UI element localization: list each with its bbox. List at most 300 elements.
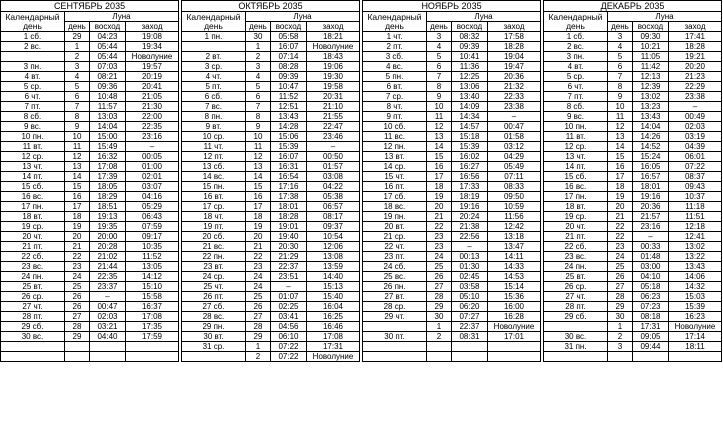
moonrise-cell: 16:57 bbox=[633, 172, 669, 182]
moonset-cell: 14:33 bbox=[488, 262, 541, 272]
day-cell: 30 пт. bbox=[363, 332, 427, 342]
moonset-cell: 08:17 bbox=[307, 212, 360, 222]
day-cell: 29 сб. bbox=[544, 312, 608, 322]
table-row bbox=[182, 42, 360, 52]
table-row bbox=[363, 32, 541, 42]
moonrise-cell: 09:05 bbox=[633, 332, 669, 342]
table-row bbox=[182, 222, 360, 232]
day-cell: 27 чт. bbox=[544, 292, 608, 302]
table-row bbox=[182, 82, 360, 92]
day-cell: 5 пн. bbox=[363, 72, 427, 82]
moonrise-cell: – bbox=[90, 292, 126, 302]
moon-day-cell: 17 bbox=[65, 202, 90, 212]
moonset-cell: 14:12 bbox=[126, 272, 179, 282]
moonset-cell: 05:49 bbox=[488, 162, 541, 172]
day-cell: 3 ср. bbox=[182, 62, 246, 72]
table-row bbox=[363, 242, 541, 252]
moonrise-cell: 13:40 bbox=[452, 92, 488, 102]
day-cell: 8 чт. bbox=[363, 102, 427, 112]
moonrise-cell bbox=[452, 342, 488, 352]
moon-day-cell: 8 bbox=[246, 112, 271, 122]
day-cell bbox=[182, 42, 246, 52]
month-title: СЕНТЯБРЬ 2035 bbox=[1, 1, 179, 12]
moonset-header: заход bbox=[307, 22, 360, 32]
day-cell: 31 ср. bbox=[182, 342, 246, 352]
day-column-header: Календарный день bbox=[363, 12, 427, 32]
moon-day-cell: 28 bbox=[246, 322, 271, 332]
moon-day-header: день bbox=[427, 22, 452, 32]
table-row bbox=[1, 102, 179, 112]
moonset-cell: 14:53 bbox=[488, 272, 541, 282]
moonset-cell: 17:59 bbox=[126, 332, 179, 342]
moon-day-cell: 6 bbox=[246, 92, 271, 102]
moonrise-cell: 04:40 bbox=[90, 332, 126, 342]
moonset-cell: 17:08 bbox=[126, 312, 179, 322]
moonset-cell: 10:35 bbox=[126, 242, 179, 252]
moon-day-cell: 1 bbox=[65, 42, 90, 52]
moonrise-cell: 02:03 bbox=[90, 312, 126, 322]
moonrise-cell: 11:42 bbox=[633, 62, 669, 72]
moon-day-cell: 23 bbox=[427, 232, 452, 242]
moonrise-cell: 14:09 bbox=[452, 102, 488, 112]
moon-day-cell: 16 bbox=[608, 162, 633, 172]
day-cell: 22 чт. bbox=[363, 242, 427, 252]
table-row bbox=[544, 32, 722, 42]
table-row bbox=[182, 112, 360, 122]
day-cell: 11 вс. bbox=[363, 132, 427, 142]
moonset-cell: 21:30 bbox=[126, 102, 179, 112]
moonrise-cell: 07:27 bbox=[452, 312, 488, 322]
table-row bbox=[182, 142, 360, 152]
moonrise-cell: 21:44 bbox=[90, 262, 126, 272]
moonrise-cell: – bbox=[452, 242, 488, 252]
day-cell: 2 вс. bbox=[1, 42, 65, 52]
day-cell: 13 сб. bbox=[182, 162, 246, 172]
moonrise-cell: 19:01 bbox=[271, 222, 307, 232]
table-row bbox=[544, 292, 722, 302]
day-cell: 12 пт. bbox=[182, 152, 246, 162]
moonset-cell: 19:30 bbox=[307, 72, 360, 82]
moon-day-cell: 16 bbox=[246, 192, 271, 202]
moonrise-cell: 04:23 bbox=[90, 32, 126, 42]
day-cell: 16 пт. bbox=[363, 182, 427, 192]
table-row bbox=[544, 212, 722, 222]
moon-day-cell: 27 bbox=[608, 282, 633, 292]
moonrise-header: восход bbox=[271, 22, 307, 32]
moon-day-cell: 22 bbox=[246, 252, 271, 262]
moon-day-header: день bbox=[65, 22, 90, 32]
day-cell: 27 чт. bbox=[1, 302, 65, 312]
moonset-cell: 17:35 bbox=[126, 322, 179, 332]
moonrise-cell: 15:00 bbox=[90, 132, 126, 142]
moonset-cell: 18:11 bbox=[669, 342, 722, 352]
day-cell: 22 сб. bbox=[544, 242, 608, 252]
moon-day-cell: 19 bbox=[608, 192, 633, 202]
day-cell bbox=[363, 322, 427, 332]
moonrise-cell: 06:20 bbox=[452, 302, 488, 312]
moonset-cell: 13:59 bbox=[307, 262, 360, 272]
moonset-cell: 10:59 bbox=[488, 202, 541, 212]
table-row bbox=[363, 262, 541, 272]
day-column-header: Календарный день bbox=[1, 12, 65, 32]
table-row bbox=[363, 42, 541, 52]
day-cell: 19 пн. bbox=[363, 212, 427, 222]
moonset-cell: 11:56 bbox=[488, 212, 541, 222]
moon-day-cell: 3 bbox=[427, 32, 452, 42]
month-table bbox=[0, 0, 178, 443]
moonset-cell: – bbox=[307, 142, 360, 152]
day-cell: 13 чт. bbox=[1, 162, 65, 172]
moonrise-cell: 12:51 bbox=[271, 102, 307, 112]
moonset-cell: 16:00 bbox=[488, 302, 541, 312]
moon-day-cell: 8 bbox=[608, 82, 633, 92]
moonrise-cell: 21:02 bbox=[90, 252, 126, 262]
moonset-cell: Новолуние bbox=[488, 322, 541, 332]
moon-day-cell: 16 bbox=[427, 162, 452, 172]
moonrise-cell: 16:54 bbox=[271, 172, 307, 182]
day-cell: 31 пн. bbox=[544, 342, 608, 352]
moon-day-cell: 12 bbox=[608, 122, 633, 132]
moonrise-header: восход bbox=[452, 22, 488, 32]
day-cell: 20 чт. bbox=[1, 232, 65, 242]
table-row bbox=[363, 102, 541, 112]
moonset-cell: 02:01 bbox=[126, 172, 179, 182]
moonrise-cell: 22:37 bbox=[452, 322, 488, 332]
moon-day-cell: 18 bbox=[246, 212, 271, 222]
moon-day-cell: 1 bbox=[246, 42, 271, 52]
moonrise-header: восход bbox=[90, 22, 126, 32]
table-row bbox=[182, 192, 360, 202]
moonset-cell: 12:42 bbox=[488, 222, 541, 232]
day-cell: 20 вт. bbox=[363, 222, 427, 232]
day-cell: 8 сб. bbox=[1, 112, 65, 122]
moon-day-cell: 24 bbox=[246, 272, 271, 282]
table-row bbox=[182, 32, 360, 42]
moonset-cell bbox=[488, 342, 541, 352]
moonrise-cell: 16:31 bbox=[271, 162, 307, 172]
moonrise-cell: 16:56 bbox=[452, 172, 488, 182]
moonset-cell: 02:03 bbox=[669, 122, 722, 132]
table-row bbox=[182, 202, 360, 212]
moon-day-cell: 6 bbox=[65, 92, 90, 102]
moon-day-cell: 30 bbox=[427, 312, 452, 322]
moonset-cell: 11:52 bbox=[126, 252, 179, 262]
table-row bbox=[363, 152, 541, 162]
day-cell: 4 вс. bbox=[363, 62, 427, 72]
table-row bbox=[182, 302, 360, 312]
moonset-cell: 07:59 bbox=[126, 222, 179, 232]
table-row bbox=[1, 42, 179, 52]
moon-day-cell: 17 bbox=[427, 172, 452, 182]
moonrise-cell: 16:32 bbox=[90, 152, 126, 162]
moonset-cell: 16:46 bbox=[307, 322, 360, 332]
table-row bbox=[182, 122, 360, 132]
table-row bbox=[182, 292, 360, 302]
moonset-cell: 22:33 bbox=[488, 92, 541, 102]
day-cell: 2 пт. bbox=[363, 42, 427, 52]
table-row bbox=[363, 162, 541, 172]
moon-day-cell: 23 bbox=[246, 262, 271, 272]
moonrise-cell: 13:02 bbox=[633, 92, 669, 102]
table-row bbox=[544, 232, 722, 242]
moonrise-cell: 11:57 bbox=[90, 102, 126, 112]
table-row bbox=[363, 82, 541, 92]
moon-day-cell: 30 bbox=[608, 312, 633, 322]
day-cell: 17 ср. bbox=[182, 202, 246, 212]
moonrise-cell: 09:30 bbox=[633, 32, 669, 42]
day-cell: 18 вс. bbox=[363, 202, 427, 212]
moonset-cell: 09:43 bbox=[669, 182, 722, 192]
moon-day-cell: 5 bbox=[427, 52, 452, 62]
day-cell: 1 пн. bbox=[182, 32, 246, 42]
moonset-cell: 16:28 bbox=[488, 312, 541, 322]
moon-day-cell: 24 bbox=[65, 272, 90, 282]
table-row bbox=[182, 162, 360, 172]
moonrise-cell: 11:05 bbox=[633, 52, 669, 62]
table-row bbox=[544, 92, 722, 102]
moonset-cell: 15:58 bbox=[126, 292, 179, 302]
table-row bbox=[544, 152, 722, 162]
day-cell: 4 вт. bbox=[544, 62, 608, 72]
moonset-cell: 12:06 bbox=[307, 242, 360, 252]
table-row bbox=[182, 312, 360, 322]
table-row bbox=[182, 282, 360, 292]
moon-day-cell: 22 bbox=[65, 252, 90, 262]
moonrise-cell: 12:25 bbox=[452, 72, 488, 82]
moonrise-cell: 09:36 bbox=[90, 82, 126, 92]
day-cell: 27 вт. bbox=[363, 292, 427, 302]
moonset-cell: Новолуние bbox=[669, 322, 722, 332]
moonset-cell: 09:50 bbox=[488, 192, 541, 202]
moonrise-cell: 06:23 bbox=[633, 292, 669, 302]
table-row bbox=[544, 72, 722, 82]
table-row bbox=[1, 292, 179, 302]
day-cell bbox=[544, 322, 608, 332]
table-row bbox=[182, 92, 360, 102]
moonrise-cell: 01:30 bbox=[452, 262, 488, 272]
day-cell: 19 ср. bbox=[1, 222, 65, 232]
day-cell: 14 ср. bbox=[363, 162, 427, 172]
moonrise-cell: 22:37 bbox=[271, 262, 307, 272]
day-cell: 9 вс. bbox=[1, 122, 65, 132]
moon-day-cell: 26 bbox=[427, 272, 452, 282]
moonrise-cell: 05:44 bbox=[90, 52, 126, 62]
table-row bbox=[182, 242, 360, 252]
moonrise-cell: 20:28 bbox=[90, 242, 126, 252]
moonset-cell: 19:08 bbox=[126, 32, 179, 42]
day-cell: 12 ср. bbox=[1, 152, 65, 162]
moon-day-cell: 9 bbox=[65, 122, 90, 132]
table-row bbox=[1, 252, 179, 262]
moonrise-cell: 14:52 bbox=[633, 142, 669, 152]
table-row bbox=[544, 172, 722, 182]
moon-day-cell: 18 bbox=[65, 212, 90, 222]
table-row bbox=[1, 282, 179, 292]
day-cell: 3 пн. bbox=[544, 52, 608, 62]
day-cell: 8 пн. bbox=[182, 112, 246, 122]
moon-day-cell: 23 bbox=[65, 262, 90, 272]
table-row bbox=[1, 272, 179, 282]
moonset-cell: 17:41 bbox=[669, 32, 722, 42]
table-row bbox=[1, 62, 179, 72]
table-row bbox=[1, 222, 179, 232]
day-cell bbox=[1, 342, 65, 352]
day-cell: 10 пн. bbox=[1, 132, 65, 142]
table-row bbox=[1, 162, 179, 172]
table-row bbox=[544, 102, 722, 112]
day-cell: 3 пн. bbox=[1, 62, 65, 72]
day-cell: 6 сб. bbox=[182, 92, 246, 102]
day-cell: 21 ср. bbox=[363, 232, 427, 242]
moon-day-cell: 9 bbox=[427, 92, 452, 102]
moon-day-cell: 29 bbox=[427, 302, 452, 312]
moonrise-cell: 14:26 bbox=[633, 132, 669, 142]
table-row bbox=[1, 122, 179, 132]
moonrise-cell: 13:03 bbox=[90, 112, 126, 122]
moonrise-cell: 16:05 bbox=[633, 162, 669, 172]
day-cell: 21 вс. bbox=[182, 242, 246, 252]
moon-day-cell: 28 bbox=[427, 292, 452, 302]
moonset-cell: 19:47 bbox=[488, 62, 541, 72]
day-cell: 6 чт. bbox=[1, 92, 65, 102]
moonset-cell: – bbox=[669, 102, 722, 112]
table-row bbox=[363, 232, 541, 242]
moon-column-header: Луна bbox=[427, 12, 541, 22]
moonset-cell bbox=[126, 352, 179, 362]
moon-day-cell: 22 bbox=[608, 222, 633, 232]
moonrise-cell: 09:39 bbox=[452, 42, 488, 52]
moonrise-cell: 03:21 bbox=[90, 322, 126, 332]
moonset-cell: 08:37 bbox=[669, 172, 722, 182]
day-cell: 9 пт. bbox=[363, 112, 427, 122]
moonset-cell: 19:04 bbox=[488, 52, 541, 62]
moonrise-header: восход bbox=[633, 22, 669, 32]
moonset-cell: 23:16 bbox=[126, 132, 179, 142]
day-cell bbox=[1, 52, 65, 62]
moon-column-header: Луна bbox=[246, 12, 360, 22]
moonset-cell: 13:02 bbox=[669, 242, 722, 252]
moonset-cell: Новолуние bbox=[307, 352, 360, 362]
day-cell: 4 вт. bbox=[1, 72, 65, 82]
moonset-cell: 20:31 bbox=[307, 92, 360, 102]
moonset-cell: 18:28 bbox=[669, 42, 722, 52]
moonset-cell: 21:10 bbox=[307, 102, 360, 112]
day-cell: 23 пт. bbox=[363, 252, 427, 262]
moonrise-cell: 07:03 bbox=[90, 62, 126, 72]
day-cell bbox=[363, 352, 427, 362]
moonrise-cell: 19:40 bbox=[271, 232, 307, 242]
table-row bbox=[182, 352, 360, 362]
moon-day-cell: 8 bbox=[427, 82, 452, 92]
moonset-cell: 03:19 bbox=[669, 132, 722, 142]
moon-day-cell: 22 bbox=[608, 232, 633, 242]
table-row bbox=[182, 252, 360, 262]
moonset-cell: 16:25 bbox=[307, 312, 360, 322]
day-cell: 25 чт. bbox=[182, 282, 246, 292]
moon-day-cell: 24 bbox=[246, 282, 271, 292]
moon-day-cell: 5 bbox=[246, 82, 271, 92]
table-row bbox=[363, 182, 541, 192]
day-cell: 29 пн. bbox=[182, 322, 246, 332]
day-cell: 25 вс. bbox=[363, 272, 427, 282]
moonset-cell: 23:46 bbox=[307, 132, 360, 142]
day-cell: 6 чт. bbox=[544, 82, 608, 92]
day-cell bbox=[182, 352, 246, 362]
moonrise-cell: 06:10 bbox=[271, 332, 307, 342]
moon-day-cell: 11 bbox=[65, 142, 90, 152]
day-cell: 28 ср. bbox=[363, 302, 427, 312]
moonrise-cell: 22:35 bbox=[90, 272, 126, 282]
moon-day-cell: 9 bbox=[246, 122, 271, 132]
moonrise-cell: 17:08 bbox=[90, 162, 126, 172]
moon-day-cell: 7 bbox=[427, 72, 452, 82]
moonset-header: заход bbox=[488, 22, 541, 32]
moon-day-cell: 1 bbox=[427, 322, 452, 332]
day-cell: 19 пт. bbox=[182, 222, 246, 232]
day-cell: 1 чт. bbox=[363, 32, 427, 42]
moonrise-cell: 18:51 bbox=[90, 202, 126, 212]
table-row bbox=[182, 272, 360, 282]
moonrise-cell: 19:16 bbox=[452, 202, 488, 212]
moonrise-cell: 19:13 bbox=[90, 212, 126, 222]
table-row bbox=[544, 42, 722, 52]
moonset-cell: 13:47 bbox=[488, 242, 541, 252]
moonrise-cell: 10:21 bbox=[633, 42, 669, 52]
table-row bbox=[363, 332, 541, 342]
day-cell: 21 пт. bbox=[544, 232, 608, 242]
day-cell: 27 сб. bbox=[182, 302, 246, 312]
moonrise-cell: 05:58 bbox=[271, 32, 307, 42]
day-cell: 17 пн. bbox=[1, 202, 65, 212]
day-cell: 29 сб. bbox=[1, 322, 65, 332]
table-row bbox=[363, 132, 541, 142]
moonset-cell: 19:57 bbox=[126, 62, 179, 72]
table-row bbox=[182, 152, 360, 162]
day-cell: 24 пн. bbox=[544, 262, 608, 272]
moonrise-cell: 14:57 bbox=[452, 122, 488, 132]
moonrise-cell: 15:39 bbox=[452, 142, 488, 152]
moon-day-cell: 7 bbox=[246, 102, 271, 112]
table-row bbox=[1, 322, 179, 332]
day-cell: 30 вс. bbox=[544, 332, 608, 342]
moonset-header: заход bbox=[126, 22, 179, 32]
table-row bbox=[544, 162, 722, 172]
moonrise-cell: 05:18 bbox=[633, 282, 669, 292]
moon-day-cell: 17 bbox=[608, 172, 633, 182]
table-row bbox=[544, 262, 722, 272]
moonset-cell: 20:20 bbox=[669, 62, 722, 72]
moon-day-cell: 12 bbox=[246, 152, 271, 162]
day-cell: 2 вт. bbox=[182, 52, 246, 62]
moonrise-cell: 13:43 bbox=[633, 112, 669, 122]
moonrise-cell: 21:29 bbox=[271, 252, 307, 262]
moonset-cell: 15:10 bbox=[126, 282, 179, 292]
moon-day-cell: 27 bbox=[65, 312, 90, 322]
day-cell: 5 пт. bbox=[182, 82, 246, 92]
moonset-cell: 00:50 bbox=[307, 152, 360, 162]
day-cell: 24 сб. bbox=[363, 262, 427, 272]
moonset-cell: 01:57 bbox=[307, 162, 360, 172]
day-cell: 1 сб. bbox=[544, 32, 608, 42]
table-row bbox=[544, 242, 722, 252]
month-table bbox=[181, 0, 359, 443]
moonrise-cell: 20:36 bbox=[633, 202, 669, 212]
moon-day-cell: 14 bbox=[608, 142, 633, 152]
moon-day-cell: 4 bbox=[608, 42, 633, 52]
moonrise-cell: 08:18 bbox=[633, 312, 669, 322]
moonrise-cell: 13:06 bbox=[452, 82, 488, 92]
day-cell: 26 ср. bbox=[544, 282, 608, 292]
